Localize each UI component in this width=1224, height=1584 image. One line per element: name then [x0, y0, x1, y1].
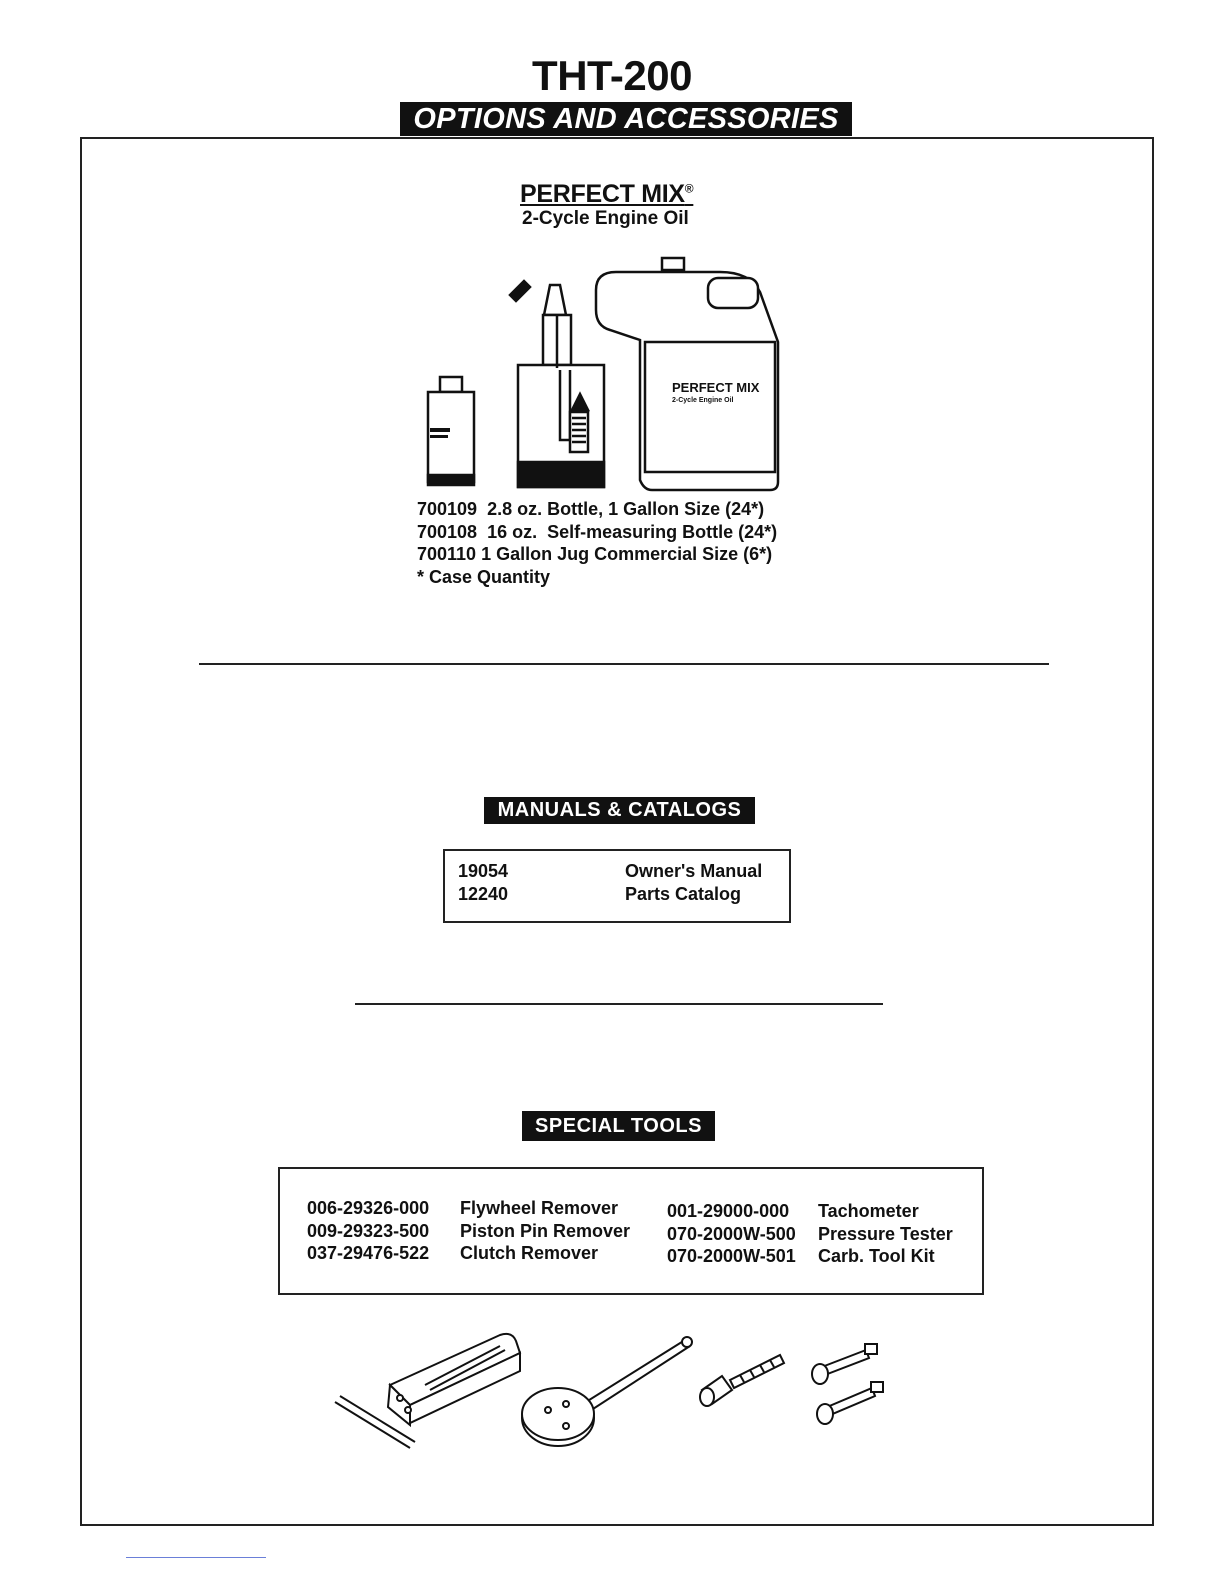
divider-line [355, 1003, 883, 1005]
table-row: 070-2000W-500 Pressure Tester [667, 1223, 953, 1244]
jug-label-title: PERFECT MIX [672, 380, 760, 395]
section-banner: OPTIONS AND ACCESSORIES [400, 102, 852, 136]
piston-pin-remover-icon [700, 1355, 784, 1406]
table-row: 070-2000W-501 Carb. Tool Kit [667, 1246, 935, 1266]
flywheel-remover-icon [335, 1334, 520, 1448]
clutch-remover-icon [522, 1337, 692, 1446]
table-row: 009-29323-500 Piston Pin Remover [307, 1220, 631, 1241]
carb-tool-kit-icon [812, 1344, 883, 1424]
footer-line [126, 1557, 266, 1558]
registered-mark: ® [684, 181, 694, 196]
oil-containers-illustration [400, 250, 800, 495]
list-item: 700109 2.8 oz. Bottle, 1 Gallon Size (24*) [417, 499, 765, 519]
page-title: THT-200 [532, 52, 692, 99]
case-quantity-note: * Case Quantity [417, 566, 551, 587]
gallon-jug-icon [596, 258, 778, 490]
special-tools-label: SPECIAL TOOLS [522, 1111, 715, 1141]
measuring-bottle-icon [510, 281, 604, 487]
perfect-mix-title-text: PERFECT MIX [520, 180, 685, 208]
special-tools-illustration [330, 1330, 890, 1455]
special-tools-left-column [307, 1197, 630, 1265]
oil-product-list [417, 498, 777, 588]
perfect-mix-title [520, 180, 693, 209]
table-row: 037-29476-522 Clutch Remover [307, 1243, 599, 1263]
table-row: 001-29000-000 Tachometer [667, 1201, 919, 1221]
table-row: 006-29326-000 Flywheel Remover [307, 1198, 619, 1218]
special-tools-right-column [667, 1200, 953, 1268]
perfect-mix-subtitle: 2-Cycle Engine Oil [522, 208, 689, 229]
list-item: 700108 16 oz. Self-measuring Bottle (24*) [417, 521, 778, 542]
manuals-table [458, 860, 762, 906]
table-row: 12240 Parts Catalog [458, 884, 742, 904]
jug-label-subtitle: 2-Cycle Engine Oil [672, 397, 734, 404]
manuals-catalogs-label: MANUALS & CATALOGS [484, 797, 755, 824]
table-row: 19054 Owner's Manual [458, 861, 763, 881]
small-bottle-icon [428, 377, 474, 485]
divider-line [199, 663, 1049, 665]
list-item: 700110 1 Gallon Jug Commercial Size (6*) [417, 544, 773, 564]
